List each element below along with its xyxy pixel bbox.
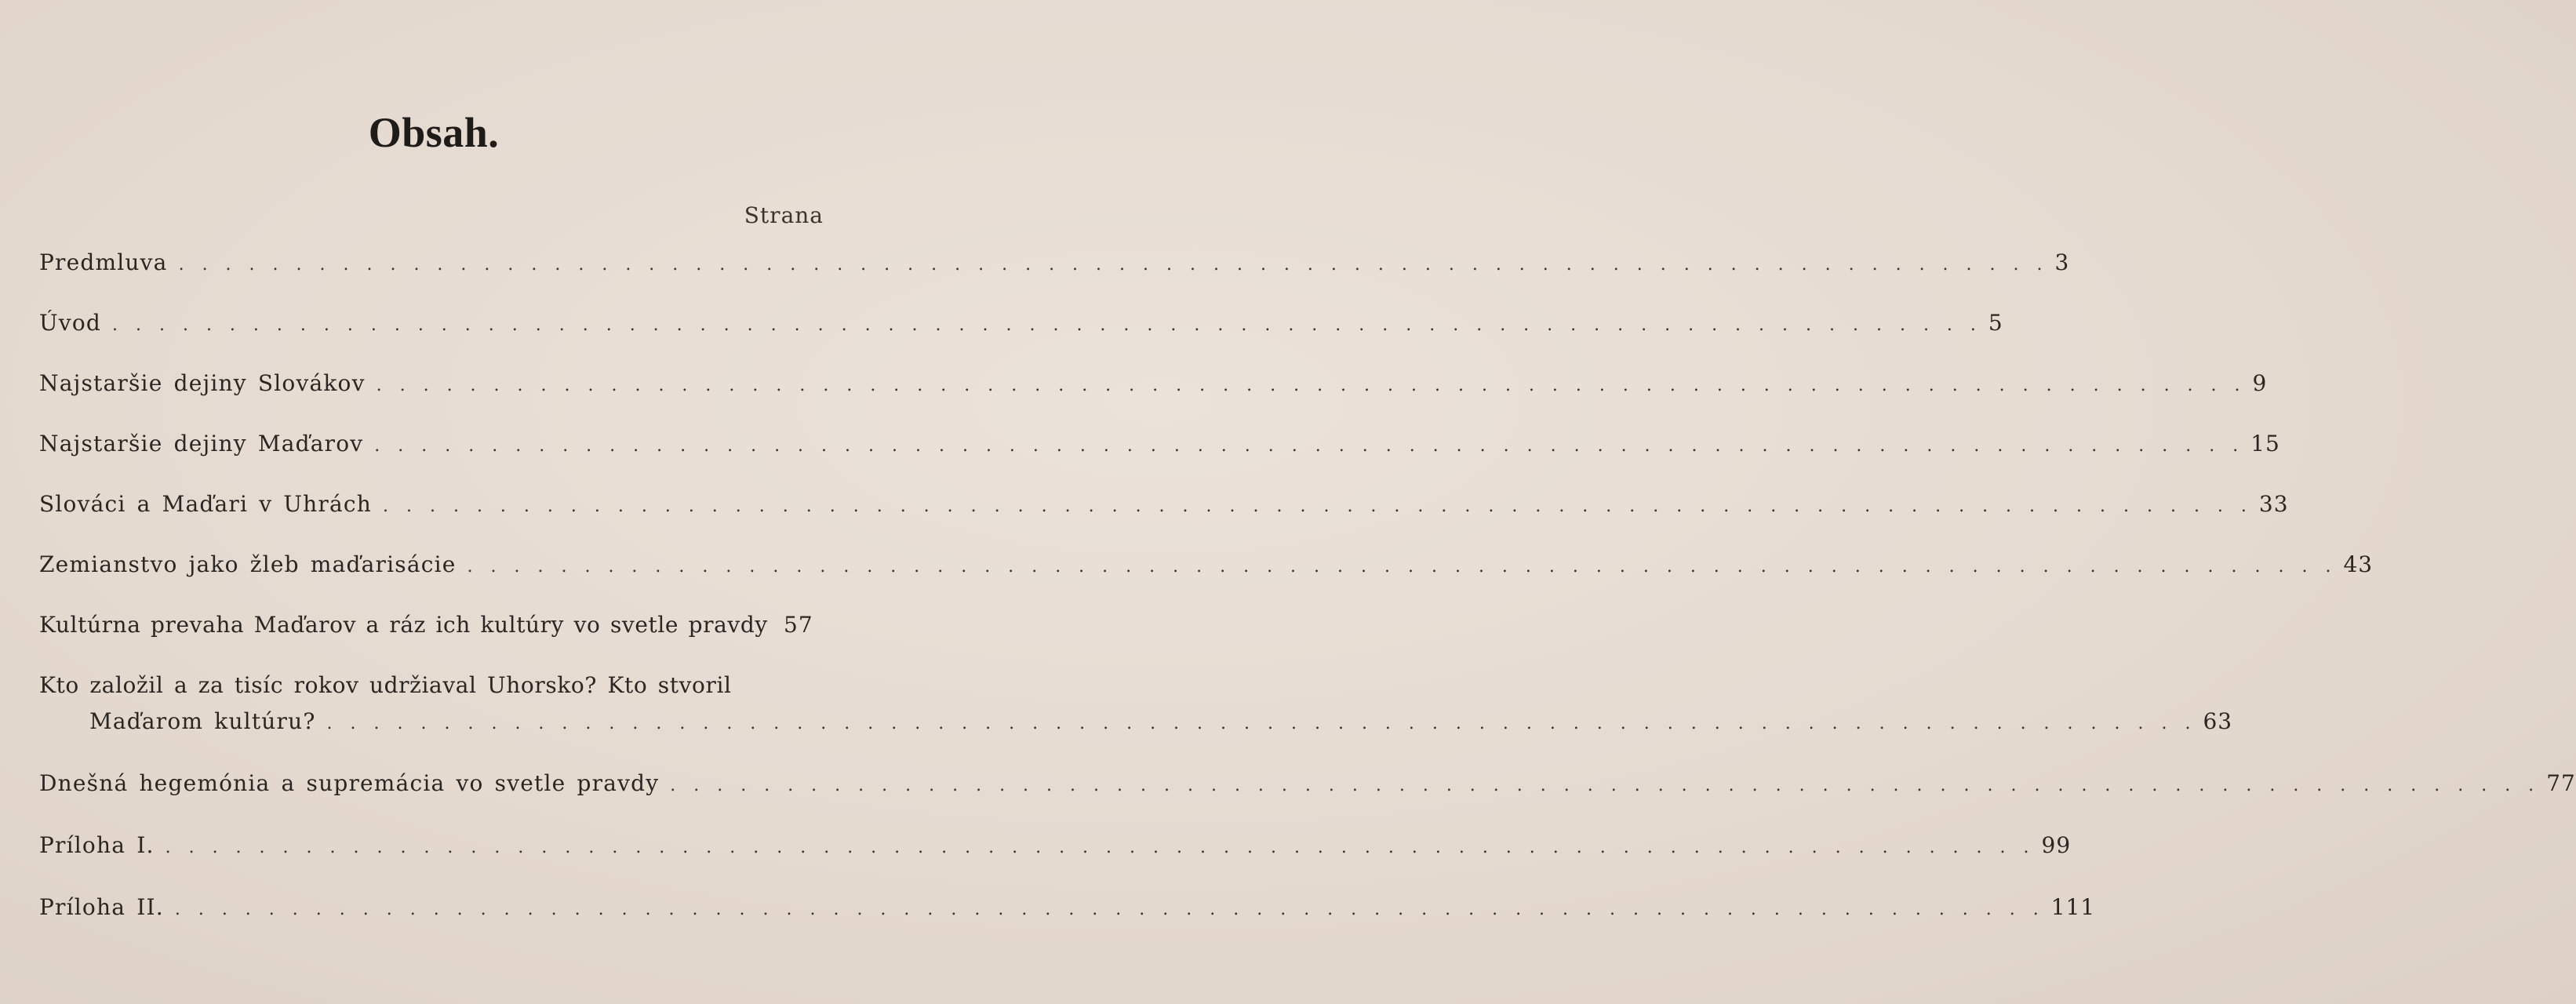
toc-entry-page: 57 bbox=[784, 612, 813, 638]
toc-entry-slovakov bbox=[39, 370, 2268, 402]
toc-entry-page: 5 bbox=[1988, 310, 2003, 336]
toc-entry-label: Slováci a Maďari v Uhrách bbox=[39, 491, 372, 517]
toc-entry-page: 33 bbox=[2258, 491, 2289, 517]
dot-leader: . . . . . . . . . . . . . . . . . . . . . . . . . . . . . . . . . . . . . . . . . . . . . . . . . . . . . . . . . . . . . . . . . . . . . . . . . . . . . . . . bbox=[467, 557, 2336, 577]
toc-entry-label: Predmluva bbox=[39, 249, 168, 275]
toc-entry-label: Kultúrna prevaha Maďarov a ráz ich kultúry vo svetle pravdy bbox=[39, 612, 768, 638]
toc-entry-page: 63 bbox=[2203, 708, 2233, 734]
toc-entry-label: Zemianstvo jako žleb maďarisácie bbox=[39, 551, 457, 577]
toc-entry-priloha-1 bbox=[39, 832, 2072, 864]
toc-entry-page: 43 bbox=[2343, 551, 2374, 577]
toc-entry-page: 9 bbox=[2252, 370, 2268, 396]
toc-entry-page: 3 bbox=[2054, 249, 2070, 275]
dot-leader: . . . . . . . . . . . . . . . . . . . . . . . . . . . . . . . . . . . . . . . . . . . . . . . . . . . . . . . . . . . . . . . . . . . . . . . . . . . . . . . . bbox=[383, 497, 2251, 516]
toc-entry-label: Príloha I. bbox=[39, 832, 155, 858]
page-column-header: Strana bbox=[744, 202, 824, 228]
toc-entry-label: Najstaršie dejiny Slovákov bbox=[39, 370, 366, 396]
toc-entry-page: 111 bbox=[2050, 894, 2096, 920]
dot-leader: . . . . . . . . . . . . . . . . . . . . . . . . . . . . . . . . . . . . . . . . . . . . . . . . . . . . . . . . . . . . . . . . . . . . . . . . . . . . . . . . bbox=[165, 838, 2034, 857]
toc-entry-uhorsko bbox=[89, 708, 2233, 740]
dot-leader: . . . . . . . . . . . . . . . . . . . . . . . . . . . . . . . . . . . . . . . . . . . . . . . . . . . . . . . . . . . . . . . . . . . . . . . . . . . . . . . . bbox=[376, 376, 2245, 395]
toc-entry-label: Dnešná hegemónia a supremácia vo svetle pravdy bbox=[39, 770, 660, 796]
toc-entry-zemianstvo bbox=[39, 551, 2374, 583]
page-title: Obsah. bbox=[368, 109, 500, 156]
toc-entry-label-line1: Kto založil a za tisíc rokov udržiaval Uhorsko? Kto stvoril bbox=[39, 672, 732, 698]
toc-entry-label: Príloha II. bbox=[39, 894, 164, 920]
toc-entry-label: Najstaršie dejiny Maďarov bbox=[39, 431, 364, 457]
dot-leader: . . . . . . . . . . . . . . . . . . . . . . . . . . . . . . . . . . . . . . . . . . . . . . . . . . . . . . . . . . . . . . . . . . . . . . . . . . . . . . . . bbox=[112, 315, 1981, 335]
toc-entry-label: Úvod bbox=[39, 310, 101, 336]
toc-entry-kulturna bbox=[39, 612, 812, 643]
toc-entry-uvod bbox=[39, 310, 2003, 341]
toc-entry-page: 77 bbox=[2546, 770, 2576, 796]
toc-entry-hegemonia bbox=[39, 770, 2576, 802]
dot-leader: . . . . . . . . . . . . . . . . . . . . . . . . . . . . . . . . . . . . . . . . . . . . . . . . . . . . . . . . . . . . . . . . . . . . . . . . . . . . . . . . bbox=[174, 900, 2043, 919]
toc-entry-page: 99 bbox=[2041, 832, 2072, 858]
toc-entry-predmluva bbox=[39, 249, 2070, 281]
dot-leader: . . . . . . . . . . . . . . . . . . . . . . . . . . . . . . . . . . . . . . . . . . . . . . . . . . . . . . . . . . . . . . . . . . . . . . . . . . . . . . . . bbox=[670, 776, 2539, 795]
toc-entry-madarov bbox=[39, 431, 2280, 462]
toc-entry-uhrach bbox=[39, 491, 2289, 522]
dot-leader: . . . . . . . . . . . . . . . . . . . . . . . . . . . . . . . . . . . . . . . . . . . . . . . . . . . . . . . . . . . . . . . . . . . . . . . . . . . . . . . . bbox=[178, 255, 2047, 275]
dot-leader: . . . . . . . . . . . . . . . . . . . . . . . . . . . . . . . . . . . . . . . . . . . . . . . . . . . . . . . . . . . . . . . . . . . . . . . . . . . . . . . . bbox=[374, 436, 2243, 456]
toc-entry-page: 15 bbox=[2250, 431, 2280, 457]
dot-leader: . . . . . . . . . . . . . . . . . . . . . . . . . . . . . . . . . . . . . . . . . . . . . . . . . . . . . . . . . . . . . . . . . . . . . . . . . . . . . . . . bbox=[326, 714, 2196, 733]
toc-entry-priloha-2 bbox=[39, 894, 2096, 926]
toc-entry-label: Maďarom kultúru? bbox=[89, 708, 316, 734]
